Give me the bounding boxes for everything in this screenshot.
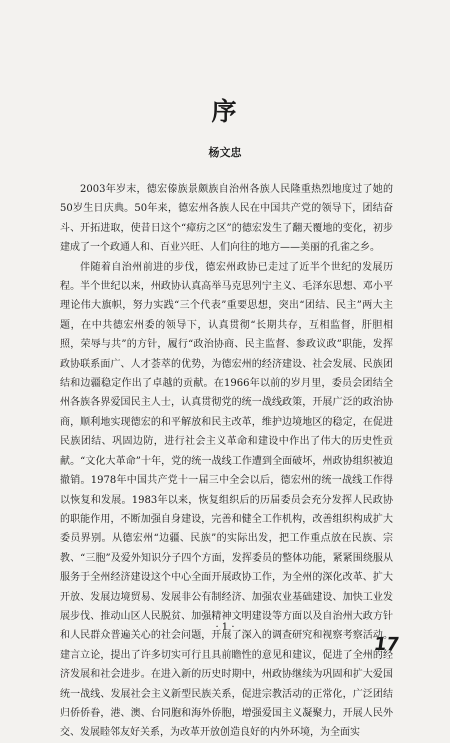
paragraph: 伴随着自治州前进的步伐，德宏州政协已走过了近半个世纪的发展历程。半个世纪以来，州政协认真高举马克思列宁主义、毛泽东思想、邓小平理论伟大旗帜，努力实践“三个代表”重要思想，突出“团结、民主”两大主题，在中共德宏州委的领导下，认真贯彻“长期共存，互相监督，肝胆相照，荣辱与共”的方针，履行“政治协商、民主监督、参政议政”职能，发挥政协联系面广、人才荟萃的优势，为德宏州的经济建设、社会发展、民族团结和边疆稳定作出了卓越的贡献。在1966年以前的岁月里，委员会团结全州各族各界爱国民主人士，认真贯彻党的统一战线政策，开展广泛的政治协商，顺利地实现德宏的和平解放和民主改革，维护边境地区的稳定，在促进民族团结、巩固边防，进行社会主义革命和建设中作出了伟大的历史性贡献。“文化大革命”十年，党的统一战线工作遭到全面破坏，州政协组织被迫撤销。1978年中国共产党十一届三中全会以后，德宏州的统一战线工作得以恢复和发展。1983年以来，恢复组织后的历届委员会充分发挥人民政协的职能作用，不断加强自身建设，完善和健全工作机构，改善组织构成扩大委员界别。从德宏州“边疆、民族”的实际出发，把工作重点放在民族、宗教、“三胞”及爱外知识分子四个方面，发挥委员的整体功能，紧紧围绕服从服务于全州经济建设这个中心全面开展政协工作，为全州的深化改革、扩大开放、发展边境贸易、发展非公有制经济、加强农业基础建设、加快工业发展步伐、推动山区人民脱贫、加强精神文明建设等方面以及自治州大政方针和人民群众普遍关心的社会问题，开展了深入的调查研究和视察考察活动。建言立论，提出了许多切实可行且具前瞻性的意见和建议，促进了全州的经济发展和社会进步。在进入新的历史时期中，州政协继续为巩固和扩大爱国统一战线、发展社会主义新型民族关系，促进宗教活动的正常化，广泛团结归侨侨眷，港、澳、台同胞和海外侨胞，增强爱国主义凝聚力，开展人民外交、发展睦邻友好关系，为改革开放创造良好的内外环境，为全面实: [60, 261, 393, 739]
author-name: 杨文忠: [208, 146, 242, 159]
paragraph: 2003年岁末，德宏傣族景颇族自治州各族人民隆重热烈地度过了她的50岁生日庆典。50年来，德宏州各族人民在中国共产党的领导下，团结奋斗、开拓进取，使昔日这个“瘴疠之区”的德宏发生了翻天覆地的变化，初步建成了一个政通人和、百业兴旺、人们向往的地方——美丽的孔雀之乡。: [60, 184, 393, 254]
page-title: 序: [211, 97, 239, 126]
page-number: · 1 ·: [215, 622, 235, 633]
body-text: [60, 180, 393, 743]
handwritten-page-mark: 17: [372, 634, 401, 655]
